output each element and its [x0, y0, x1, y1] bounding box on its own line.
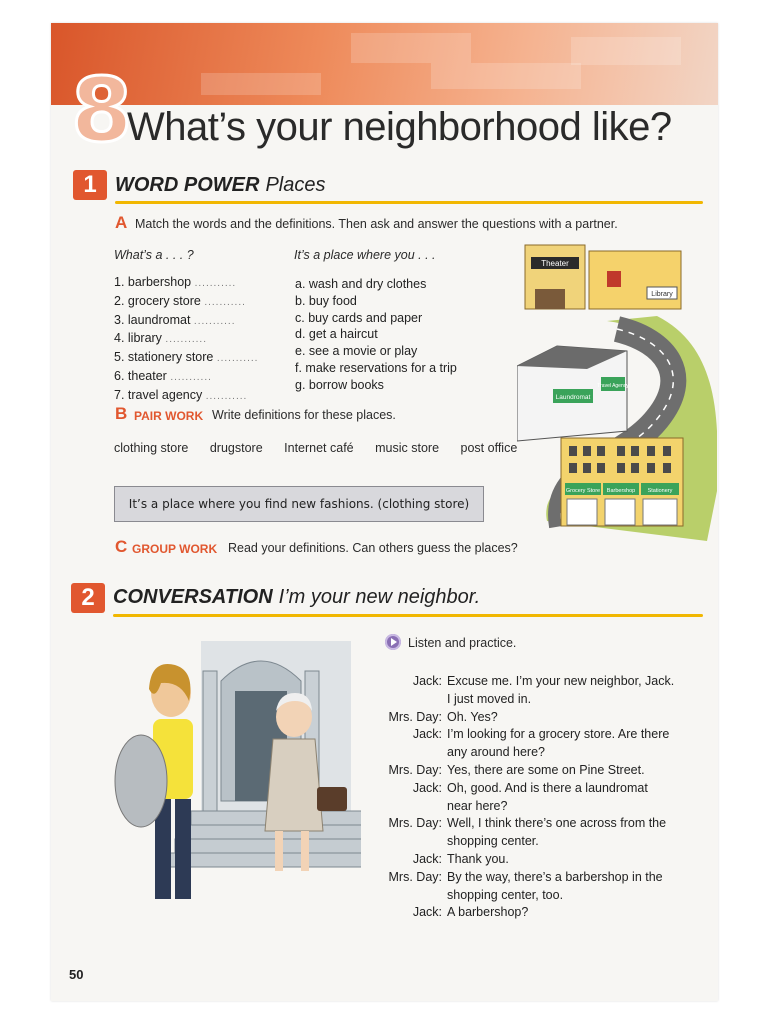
part-a-instruction: Match the words and the definitions. Then ask and answer the questions with a partner. [135, 217, 618, 231]
part-c-instruction: Read your definitions. Can others guess the places? [228, 541, 518, 555]
part-b-instruction: Write definitions for these places. [212, 408, 396, 422]
section-1-title: WORD POWER Places [115, 174, 326, 196]
answer-prompt: It’s a place where you . . . [294, 248, 436, 262]
list-item: post office [460, 441, 518, 455]
section-2-badge: 2 [71, 583, 105, 613]
audio-play-icon[interactable] [385, 634, 401, 650]
list-item: a. wash and dry clothes [295, 277, 427, 291]
travel-agency-sign: Travel Agency [597, 383, 629, 389]
word-list [114, 274, 258, 406]
textbook-page [51, 23, 718, 1001]
list-item: drugstore [209, 441, 263, 455]
header-banner [51, 23, 718, 105]
list-item: Internet café [284, 441, 354, 455]
list-item: music store [375, 441, 440, 455]
unit-title: What’s your neighborhood like? [127, 105, 672, 149]
part-b-label: PAIR WORK [134, 409, 204, 423]
list-item: f. make reservations for a trip [295, 360, 457, 375]
list-item: 6. theater ........... [114, 368, 212, 383]
list-item: d. get a haircut [295, 327, 378, 342]
listen-instruction: Listen and practice. [408, 636, 517, 650]
list-item: e. see a movie or play [295, 344, 418, 359]
list-item: 1. barbershop ........... [114, 275, 237, 289]
barbershop-sign: Barbershop [606, 488, 636, 494]
part-c-label: GROUP WORK [132, 542, 218, 556]
dialogue [366, 673, 686, 922]
list-item: 3. laundromat ........... [114, 312, 236, 327]
dialogue-row: Mrs. Day: By the way, there’s a barbershop in the shopping center, too. [388, 869, 663, 902]
stationery-sign: Stationery [647, 488, 673, 494]
list-item: clothing store [114, 441, 189, 455]
dialogue-row: Mrs. Day: Oh. Yes? [388, 709, 498, 724]
section-1-badge: 1 [73, 170, 107, 200]
list-item: 2. grocery store ........... [114, 293, 246, 308]
list-item: 4. library ........... [114, 331, 207, 346]
part-a-letter: A [115, 213, 128, 232]
laundromat-sign: Laundromat [555, 394, 591, 401]
list-item: 7. travel agency ........... [114, 387, 248, 402]
theater-sign: Theater [541, 259, 569, 268]
list-item: g. borrow books [295, 377, 384, 392]
unit-number: 8 [71, 59, 133, 162]
section-2-rule [113, 614, 703, 617]
conversation-illustration [111, 631, 361, 941]
example-box: It’s a place where you find new fashions. (clothing store) [114, 486, 484, 522]
list-item: 5. stationery store ........... [114, 350, 259, 365]
list-item: c. buy cards and paper [295, 310, 423, 325]
grocery-store-sign: Grocery Store [565, 488, 601, 494]
question-prompt: What’s a . . . ? [114, 248, 194, 262]
page-number: 50 [69, 967, 84, 982]
dialogue-row: Jack: A barbershop? [412, 905, 529, 920]
dialogue-row: Mrs. Day: Well, I think there’s one across from the shopping center. [388, 816, 667, 849]
definition-list [295, 276, 457, 394]
dialogue-row: Jack: Oh, good. And is there a laundromat near here? [412, 780, 648, 813]
section-2-title: CONVERSATION I’m your new neighbor. [113, 586, 481, 608]
dialogue-row: Jack: Thank you. [412, 851, 509, 866]
part-c-letter: C [115, 537, 128, 556]
section-1-rule [115, 201, 703, 204]
neighborhood-illustration [517, 241, 717, 551]
dialogue-row: Jack: Excuse me. I’m your new neighbor, Jack. I just moved in. [412, 674, 675, 706]
part-b-letter: B [115, 404, 128, 423]
dialogue-row: Jack: I’m looking for a grocery store. Are there any around here? [412, 727, 670, 760]
places-list [114, 441, 535, 455]
library-sign: Library [651, 291, 673, 298]
list-item: b. buy food [295, 293, 357, 308]
dialogue-row: Mrs. Day: Yes, there are some on Pine Street. [388, 762, 645, 777]
